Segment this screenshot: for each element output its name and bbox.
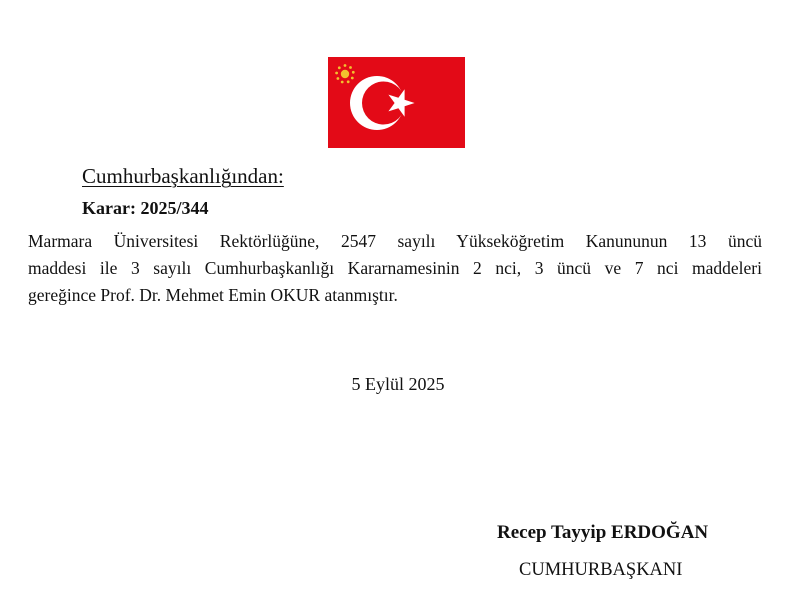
body-line-2: maddesi ile 3 sayılı Cumhurbaşkanlığı Kararnamesinin 2 nci, 3 üncü ve 7 nci maddeleri [28,258,762,278]
signatory-name: Recep Tayyip ERDOĞAN [497,522,709,543]
date-text: 5 Eylül 2025 [351,374,445,394]
decision-label: Karar: [82,198,136,218]
body-line-1: Marmara Üniversitesi Rektörlüğüne, 2547 sayılı Yükseköğretim Kanununun 13 üncü [28,231,762,251]
signatory-title: CUMHURBAŞKANI [519,560,683,580]
document-date [0,374,800,395]
decision-number [82,198,209,219]
body-line-3: gereğince Prof. Dr. Mehmet Emin OKUR atanmıştır. [28,285,398,305]
presidential-seal-icon [328,57,465,148]
decision-number-value: 2025/344 [140,198,209,218]
issuer-heading: Cumhurbaşkanlığından: [82,164,284,188]
